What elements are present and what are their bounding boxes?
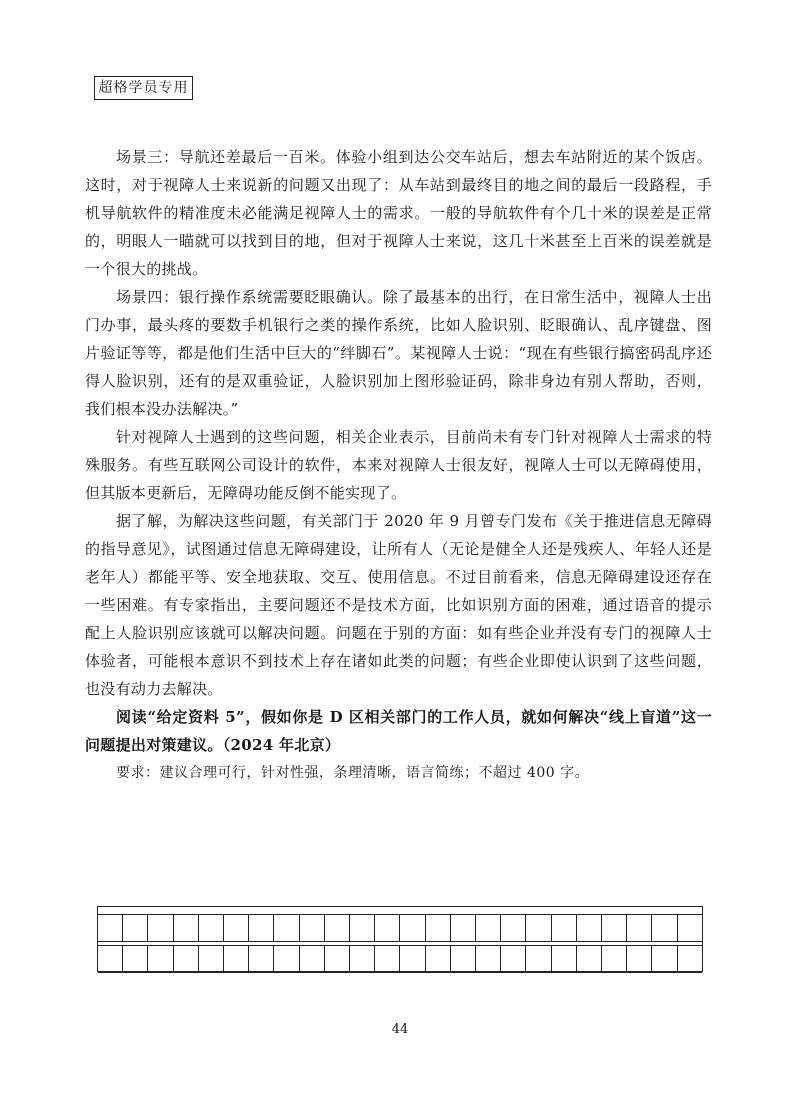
answer-grid-cell	[552, 946, 577, 972]
answer-grid-cell	[476, 946, 501, 972]
paragraph-scene-three: 场景三：导航还差最后一百米。体验小组到达公交车站后，想去车站附近的某个饭店。这时，对于视障人士来说新的问题又出现了：从车站到最终目的地之间的最后一段路程，手机导航软件的精准度未必能满足视障人士的需求。一般的导航软件有个几十米的误差是正常的，明眼人一瞄就可以找到目的地，但对于视障人士来说，这几十米甚至上百米的误差就是一个很大的挑战。	[85, 148, 712, 278]
answer-grid-cell	[501, 915, 526, 941]
answer-grid-cell	[526, 915, 551, 941]
paragraph-scene-four: 场景四：银行操作系统需要眨眼确认。除了最基本的出行，在日常生活中，视障人士出门办事，最头疼的要数手机银行之类的操作系统，比如人脸识别、眨眼确认、乱序键盘、图片验证等等，都是他们生活中巨大的“绊脚石”。某视障人士说：“现在有些银行搞密码乱序还得人脸识别，还有的是双重验证，人脸识别加上图形验证码，除非身边有别人帮助，否则，我们根本没办法解决。”	[85, 288, 712, 418]
answer-grid-cell	[123, 915, 148, 941]
answer-grid-cell	[577, 915, 602, 941]
answer-grid-cell	[325, 915, 350, 941]
answer-grid-cell	[199, 915, 224, 941]
answer-grid-row	[98, 914, 702, 942]
answer-grid-cell	[451, 915, 476, 941]
answer-grid-cell	[98, 915, 123, 941]
answer-grid-cell	[148, 915, 173, 941]
answer-grid-cell	[98, 946, 123, 972]
document-body	[85, 143, 712, 787]
question-requirement: 要求：建议合理可行，针对性强，条理清晰，语言简练；不超过 400 字。	[116, 765, 590, 781]
answer-grid-cell	[274, 915, 299, 941]
answer-grid	[97, 906, 703, 972]
answer-grid-cell	[300, 946, 325, 972]
answer-grid-cell	[300, 915, 325, 941]
answer-grid-cell	[602, 915, 627, 941]
answer-grid-row	[98, 945, 702, 973]
answer-grid-cell	[627, 915, 652, 941]
answer-grid-cell	[426, 915, 451, 941]
answer-grid-cell	[602, 946, 627, 972]
answer-grid-cell	[652, 946, 677, 972]
answer-grid-cell	[627, 946, 652, 972]
answer-grid-cell	[577, 946, 602, 972]
answer-grid-cell	[350, 915, 375, 941]
answer-grid-cell	[224, 946, 249, 972]
answer-grid-cell	[652, 915, 677, 941]
answer-grid-cell	[249, 946, 274, 972]
answer-grid-cell	[350, 946, 375, 972]
paragraph-policy-background: 据了解，为解决这些问题，有关部门于 2020 年 9 月曾专门发布《关于推进信息无障碍的指导意见》，试图通过信息无障碍建设，让所有人（无论是健全人还是残疾人、年轻人还是老年人）都能平等、安全地获取、交互、使用信息。不过目前看来，信息无障碍建设还存在一些困难。有专家指出，主要问题还不是技术方面，比如识别方面的困难，通过语音的提示配上人脸识别应该就可以解决问题。问题在于别的方面：如有些企业并没有专门的视障人士体验者，可能根本意识不到技术上存在诸如此类的问题；有些企业即使认识到了这些问题，也没有动力去解决。	[85, 512, 712, 698]
answer-grid-cell	[552, 915, 577, 941]
answer-grid-cell	[501, 946, 526, 972]
answer-grid-cell	[249, 915, 274, 941]
answer-grid-cell	[174, 946, 199, 972]
page-number: 44	[391, 1022, 409, 1037]
answer-grid-cell	[375, 946, 400, 972]
answer-grid-cell	[678, 946, 702, 972]
answer-grid-cell	[123, 946, 148, 972]
answer-grid-cell	[678, 915, 702, 941]
answer-grid-cell	[375, 915, 400, 941]
answer-grid-cell	[400, 946, 425, 972]
answer-grid-cell	[476, 915, 501, 941]
exclusive-badge: 超格学员专用	[94, 76, 193, 100]
answer-grid-cell	[174, 915, 199, 941]
paragraph-company-response: 针对视障人士遇到的这些问题，相关企业表示，目前尚未有专门针对视障人士需求的特殊服务。有些互联网公司设计的软件，本来对视障人士很友好，视障人士可以无障碍使用，但其版本更新后，无障碍功能反倒不能实现了。	[85, 428, 712, 502]
answer-grid-cell	[148, 946, 173, 972]
question-prompt: 阅读“给定资料 5”，假如你是 D 区相关部门的工作人员，就如何解决“线上盲道”这一问题提出对策建议。（2024 年北京）	[85, 708, 712, 754]
answer-grid-cell	[400, 915, 425, 941]
answer-grid-cell	[325, 946, 350, 972]
answer-grid-cell	[199, 946, 224, 972]
answer-grid-cell	[274, 946, 299, 972]
answer-grid-cell	[224, 915, 249, 941]
answer-grid-cell	[426, 946, 451, 972]
answer-grid-cell	[451, 946, 476, 972]
answer-grid-cell	[526, 946, 551, 972]
